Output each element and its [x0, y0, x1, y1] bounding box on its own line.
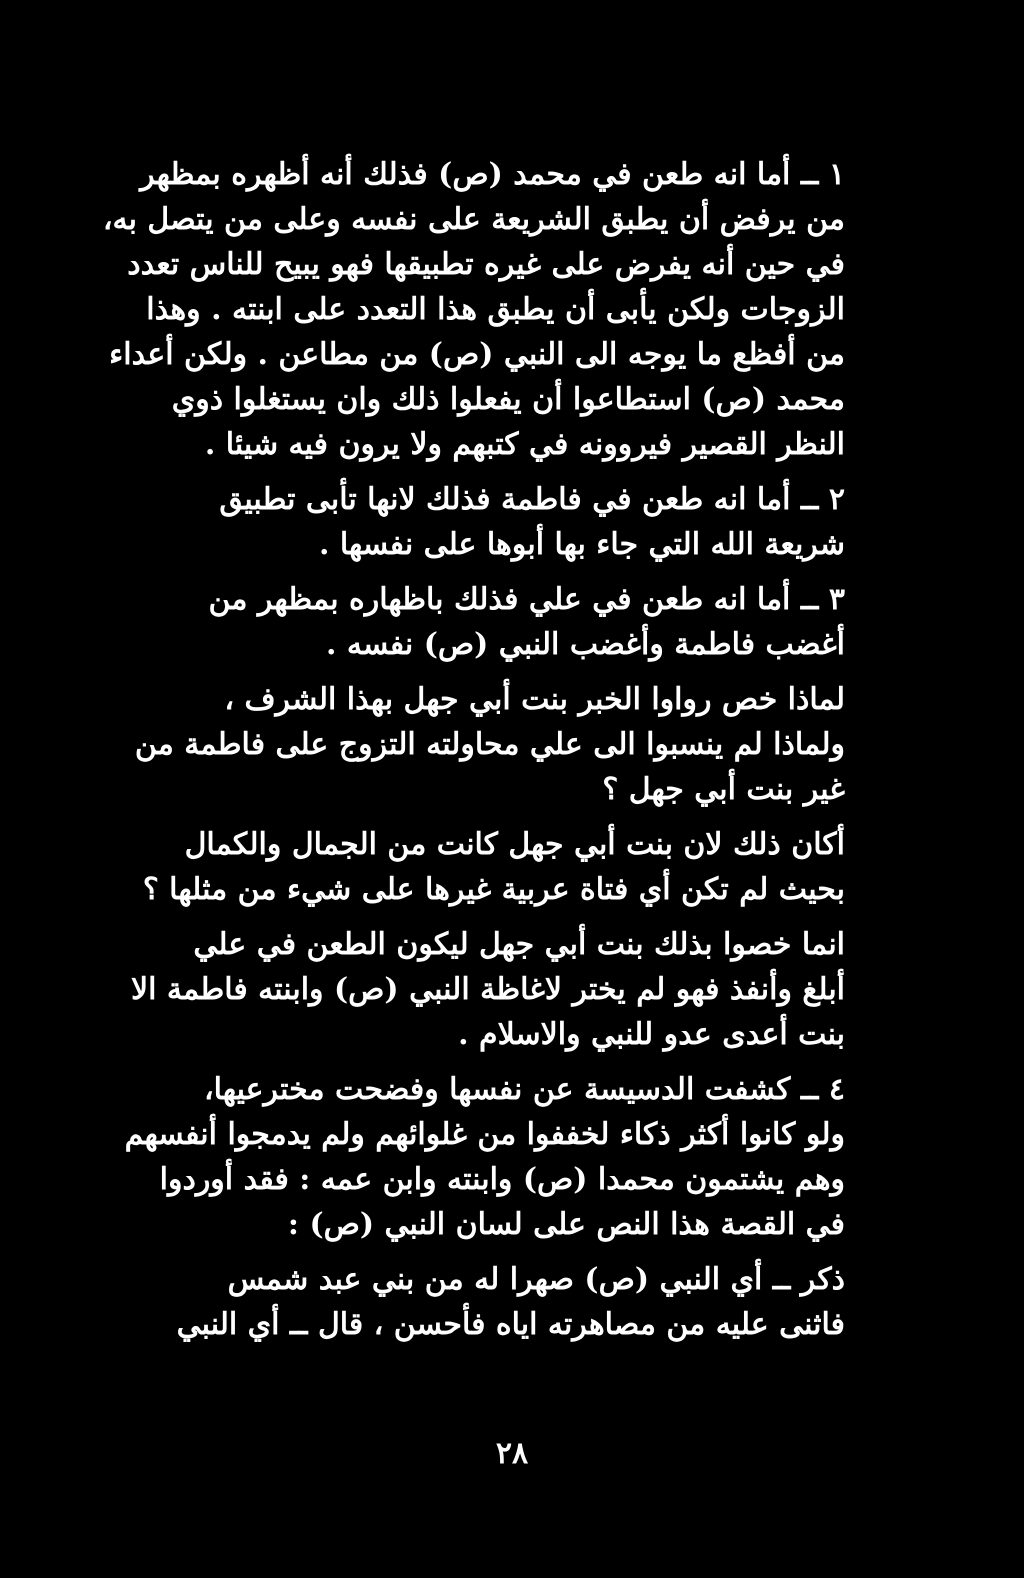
paragraph: [100, 1257, 845, 1347]
text-line: ذكر ــ أي النبي (ص) صهرا له من بني عبد شمس: [227, 1262, 845, 1297]
text-line: ولو كانوا أكثر ذكاء لخففوا من غلوائهم ولم يدمجوا أنفسهم: [124, 1117, 845, 1152]
paragraph: [100, 822, 845, 912]
text-line: ٤ ــ كشفت الدسيسة عن نفسها وفضحت مخترعيها،: [203, 1072, 845, 1107]
text-line: من أفظع ما يوجه الى النبي (ص) من مطاعن . ولكن أعداء: [109, 337, 845, 372]
text-line: أغضب فاطمة وأغضب النبي (ص) نفسه .: [326, 627, 845, 662]
text-line: شريعة الله التي جاء بها أبوها على نفسها .: [319, 527, 845, 562]
text-line: النظر القصير فيروونه في كتبهم ولا يرون فيه شيئا .: [204, 427, 845, 462]
paragraph: [100, 152, 845, 467]
text-line: في حين أنه يفرض على غيره تطبيقها فهو يبيح للناس تعدد: [127, 247, 845, 282]
text-line: غير بنت أبي جهل ؟: [602, 772, 845, 807]
text-line: أكان ذلك لان بنت أبي جهل كانت من الجمال والكمال: [184, 827, 845, 862]
paragraph: [100, 477, 845, 567]
text-line: ولماذا لم ينسبوا الى علي محاولته التزوج على فاطمة من: [134, 727, 845, 762]
text-line: انما خصوا بذلك بنت أبي جهل ليكون الطعن في علي: [193, 927, 845, 962]
text-line: وهم يشتمون محمدا (ص) وابنته وابن عمه : فقد أوردوا: [159, 1162, 845, 1197]
text-line: ٣ ــ أما انه طعن في علي فذلك باظهاره بمظهر من: [208, 582, 845, 617]
text-line: الزوجات ولكن يأبى أن يطبق هذا التعدد على ابنته . وهذا: [146, 292, 845, 327]
text-line: فاثنى عليه من مصاهرته اياه فأحسن ، قال ــ أي النبي: [176, 1307, 845, 1342]
body-text: [100, 152, 845, 1357]
text-line: في القصة هذا النص على لسان النبي (ص) :: [287, 1207, 845, 1242]
page-number: ٢٨: [495, 1436, 529, 1471]
text-line: لماذا خص رواوا الخبر بنت أبي جهل بهذا الشرف ،: [224, 682, 845, 717]
text-line: أبلغ وأنفذ فهو لم يختر لاغاظة النبي (ص) وابنته فاطمة الا: [131, 972, 845, 1007]
paragraph: [100, 577, 845, 667]
paragraph: [100, 1067, 845, 1247]
paragraph: [100, 922, 845, 1057]
text-line: بنت أعدى عدو للنبي والاسلام .: [458, 1017, 845, 1052]
text-line: من يرفض أن يطبق الشريعة على نفسه وعلى من يتصل به،: [102, 202, 845, 237]
text-line: ١ ــ أما انه طعن في محمد (ص) فذلك أنه أظهره بمظهر: [140, 157, 845, 192]
text-line: ٢ ــ أما انه طعن في فاطمة فذلك لانها تأبى تطبيق: [219, 482, 845, 517]
text-line: بحيث لم تكن أي فتاة عربية غيرها على شيء من مثلها ؟: [142, 872, 845, 907]
paragraph: [100, 677, 845, 812]
text-line: محمد (ص) استطاعوا أن يفعلوا ذلك وان يستغلوا ذوي: [171, 382, 845, 417]
